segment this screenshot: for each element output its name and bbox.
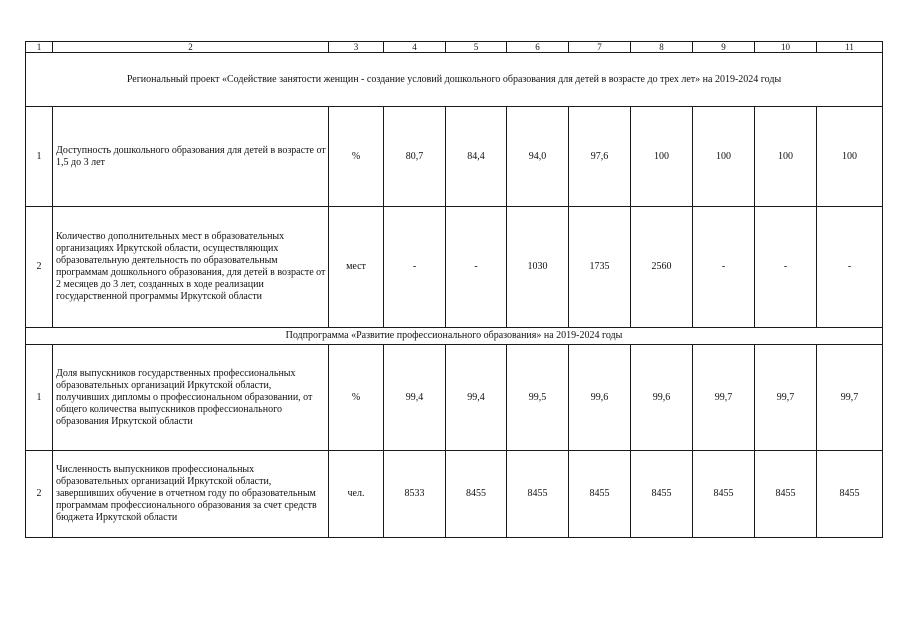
value-cell: -	[817, 207, 883, 328]
row-number: 2	[26, 451, 53, 538]
value-cell: 97,6	[569, 107, 631, 207]
value-cell: 99,5	[507, 345, 569, 451]
value-cell: 8455	[817, 451, 883, 538]
unit-cell: мест	[329, 207, 384, 328]
value-cell: 99,7	[693, 345, 755, 451]
table-row	[26, 207, 883, 328]
column-number-cell: 9	[693, 42, 755, 53]
value-cell: 100	[693, 107, 755, 207]
column-number-cell: 8	[631, 42, 693, 53]
unit-cell: %	[329, 107, 384, 207]
section-header-row	[26, 53, 883, 107]
row-number: 1	[26, 107, 53, 207]
table-row	[26, 451, 883, 538]
value-cell: 8455	[507, 451, 569, 538]
value-cell: 1735	[569, 207, 631, 328]
value-cell: 8455	[755, 451, 817, 538]
value-cell: 100	[817, 107, 883, 207]
column-number-cell: 3	[329, 42, 384, 53]
value-cell: -	[755, 207, 817, 328]
value-cell: 80,7	[384, 107, 446, 207]
value-cell: 100	[755, 107, 817, 207]
value-cell: 99,4	[384, 345, 446, 451]
column-number-cell: 10	[755, 42, 817, 53]
section-title: Региональный проект «Содействие занятости женщин - создание условий дошкольного образования для детей в возрасте до трех лет» на 2019-2024 годы	[26, 53, 883, 107]
table-row	[26, 107, 883, 207]
column-number-cell: 7	[569, 42, 631, 53]
value-cell: -	[446, 207, 507, 328]
value-cell: 100	[631, 107, 693, 207]
table-row	[26, 345, 883, 451]
value-cell: 8455	[569, 451, 631, 538]
value-cell: -	[384, 207, 446, 328]
column-number-cell: 1	[26, 42, 53, 53]
column-number-cell: 11	[817, 42, 883, 53]
section-title: Подпрограмма «Развитие профессионального образования» на 2019-2024 годы	[26, 328, 883, 345]
column-number-cell: 5	[446, 42, 507, 53]
indicator-description: Количество дополнительных мест в образовательных организациях Иркутской области, осуществляющих образовательную деятельность по образовательным программам дошкольного образования, для детей в возрасте от 2 месяцев до 3 лет, созданных в ходе реализации государственной программы Иркутской области	[53, 207, 329, 328]
section-header-row	[26, 328, 883, 345]
value-cell: -	[693, 207, 755, 328]
value-cell: 99,6	[569, 345, 631, 451]
value-cell: 8455	[693, 451, 755, 538]
indicators-table	[25, 41, 883, 538]
column-number-cell: 2	[53, 42, 329, 53]
value-cell: 8533	[384, 451, 446, 538]
unit-cell: чел.	[329, 451, 384, 538]
value-cell: 84,4	[446, 107, 507, 207]
column-number-cell: 6	[507, 42, 569, 53]
value-cell: 94,0	[507, 107, 569, 207]
value-cell: 8455	[446, 451, 507, 538]
indicator-description: Доступность дошкольного образования для детей в возрасте от 1,5 до 3 лет	[53, 107, 329, 207]
value-cell: 8455	[631, 451, 693, 538]
row-number: 1	[26, 345, 53, 451]
value-cell: 99,7	[817, 345, 883, 451]
value-cell: 99,6	[631, 345, 693, 451]
value-cell: 99,7	[755, 345, 817, 451]
value-cell: 2560	[631, 207, 693, 328]
row-number: 2	[26, 207, 53, 328]
value-cell: 99,4	[446, 345, 507, 451]
column-number-cell: 4	[384, 42, 446, 53]
indicator-description: Численность выпускников профессиональных образовательных организаций Иркутской области, завершивших обучение в отчетном году по образовательным программам профессионального образования за счет средств бюджета Иркутской области	[53, 451, 329, 538]
value-cell: 1030	[507, 207, 569, 328]
unit-cell: %	[329, 345, 384, 451]
column-number-row	[26, 42, 883, 53]
indicator-description: Доля выпускников государственных профессиональных образовательных организаций Иркутской области, получивших дипломы о профессиональном образовании, от общего количества выпускников профессионального образования Иркутской области	[53, 345, 329, 451]
